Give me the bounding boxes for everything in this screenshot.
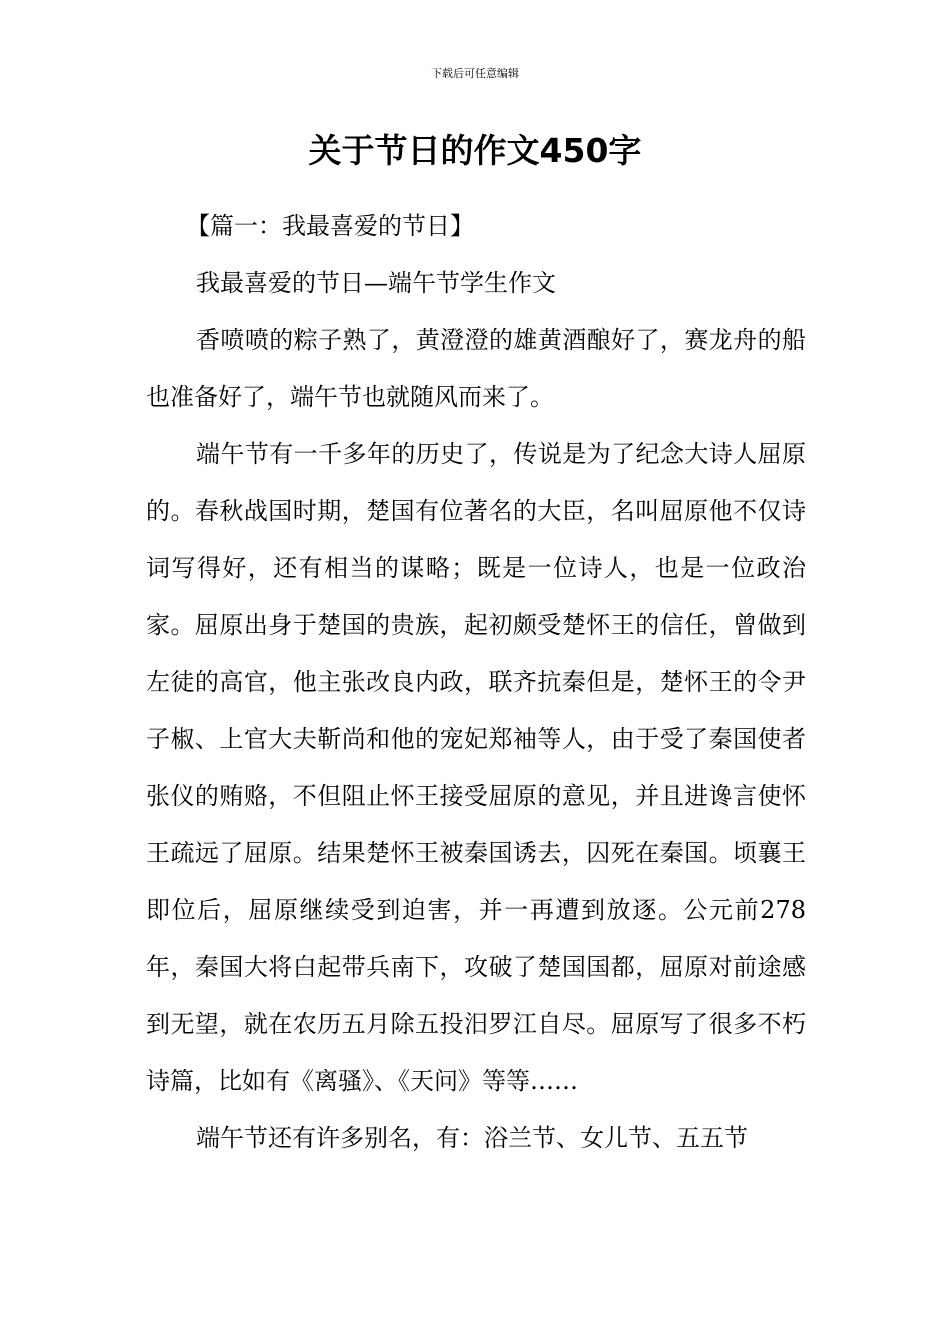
header-note: 下载后可任意编辑 <box>431 67 519 80</box>
paragraph: 端午节还有许多别名，有：浴兰节、女儿节、五五节 <box>196 1124 748 1152</box>
document-body <box>146 198 806 1167</box>
paragraph: 端午节有一千多年的历史了，传说是为了纪念大诗人屈原的。春秋战国时期，楚国有位著名的大臣，名叫屈原他不仅诗词写得好，还有相当的谋略；既是一位诗人，也是一位政治家。屈原出身于楚国的贵族，起初颇受楚怀王的信任，曾做到左徒的高官，他主张改良内政，联齐抗秦但是，楚怀王的令尹子椒、上官大夫靳尚和他的宠妃郑袖等人，由于受了秦国使者张仪的贿赂，不但阻止怀王接受屈原的意见，并且进谗言使怀王疏远了屈原。结果楚怀王被秦国诱去，囚死在秦国。顷襄王即位后，屈原继续受到迫害，并一再遭到放逐。公元前278年，秦国大将白起带兵南下，攻破了楚国国都，屈原对前途感到无望，就在农历五月除五投汨罗江自尽。屈原写了很多不朽诗篇，比如有《离骚》、《天问》等等…… <box>146 440 806 1095</box>
section-heading: 【篇一：我最喜爱的节日】 <box>186 212 474 240</box>
paragraph: 我最喜爱的节日—端午节学生作文 <box>196 269 556 297</box>
paragraph: 香喷喷的粽子熟了，黄澄澄的雄黄酒酿好了，赛龙舟的船也准备好了，端午节也就随风而来了。 <box>146 326 806 411</box>
document-title: 关于节日的作文450字 <box>308 131 642 170</box>
